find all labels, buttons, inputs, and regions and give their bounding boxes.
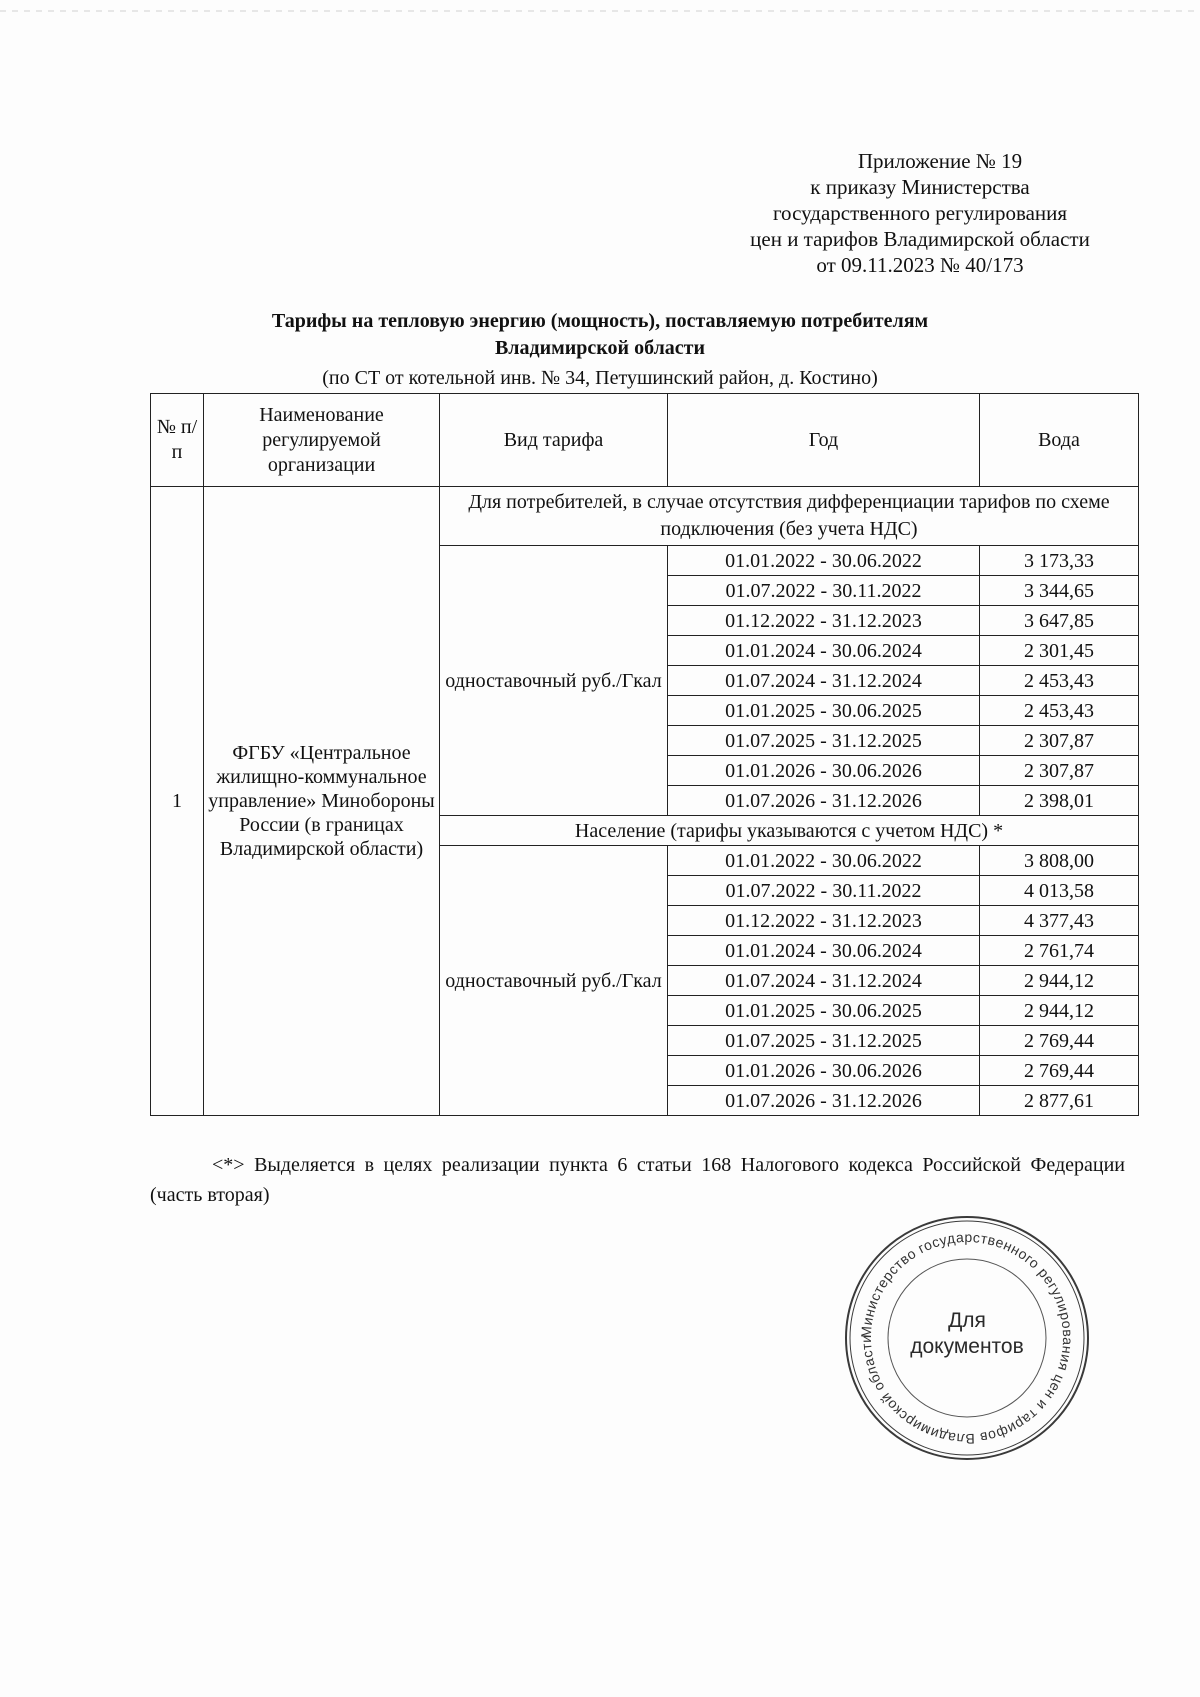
footnote: <*> Выделяется в целях реализации пункта 6 статьи 168 Налогового кодекса Российской Федерации (часть вторая) (150, 1154, 1125, 1206)
value-cell: 3 808,00 (980, 846, 1139, 876)
value-cell: 2 769,44 (980, 1026, 1139, 1056)
value-cell: 2 301,45 (980, 636, 1139, 666)
period-cell: 01.01.2026 - 30.06.2026 (668, 1056, 980, 1086)
value-cell: 4 377,43 (980, 906, 1139, 936)
appendix-ministry-region: цен и тарифов Владимирской области (750, 227, 1090, 251)
section-2-title: Население (тарифы указываются с учетом НДС) * (440, 816, 1139, 846)
period-cell: 01.01.2026 - 30.06.2026 (668, 756, 980, 786)
header-year: Год (668, 394, 980, 487)
stamp-center-text (842, 1308, 1092, 1360)
header-num: № п/п (151, 394, 204, 487)
period-cell: 01.01.2025 - 30.06.2025 (668, 696, 980, 726)
appendix-block (680, 148, 1160, 278)
period-cell: 01.07.2022 - 30.11.2022 (668, 876, 980, 906)
header-water: Вода (980, 394, 1139, 487)
header-organization: Наименование регулируемой организации (204, 394, 440, 487)
period-cell: 01.12.2022 - 31.12.2023 (668, 906, 980, 936)
period-cell: 01.07.2024 - 31.12.2024 (668, 966, 980, 996)
value-cell: 2 453,43 (980, 696, 1139, 726)
appendix-order-ref: к приказу Министерства (810, 175, 1030, 199)
value-cell: 2 398,01 (980, 786, 1139, 816)
stamp-ring-text: Министерство государственного регулирования цен и тарифов Владимирской области (857, 1228, 1077, 1448)
value-cell: 2 307,87 (980, 756, 1139, 786)
appendix-number: Приложение № 19 (857, 149, 1023, 173)
value-cell: 3 344,65 (980, 576, 1139, 606)
header-tariff-type: Вид тарифа (440, 394, 668, 487)
value-cell: 2 761,74 (980, 936, 1139, 966)
value-cell: 3 647,85 (980, 606, 1139, 636)
period-cell: 01.07.2026 - 31.12.2026 (668, 1086, 980, 1116)
value-cell: 2 769,44 (980, 1056, 1139, 1086)
ministry-stamp (842, 1213, 1092, 1463)
document-title (150, 308, 1050, 362)
period-cell: 01.07.2026 - 31.12.2026 (668, 786, 980, 816)
period-cell: 01.01.2024 - 30.06.2024 (668, 636, 980, 666)
organization-cell: ФГБУ «Центральное жилищно-коммунальное управление» Минобороны России (в границах Владимирской области) (204, 487, 440, 1116)
section-2-tariff-type: одноставочный руб./Гкал (440, 846, 668, 1116)
section-title-row (151, 487, 1139, 546)
stamp-center-line-1: Для (948, 1309, 986, 1332)
period-cell: 01.01.2022 - 30.06.2022 (668, 846, 980, 876)
scan-noise-line (0, 10, 1200, 12)
period-cell: 01.01.2025 - 30.06.2025 (668, 996, 980, 1026)
value-cell: 2 307,87 (980, 726, 1139, 756)
appendix-date: от 09.11.2023 № 40/173 (816, 253, 1024, 277)
value-cell: 2 944,12 (980, 996, 1139, 1026)
appendix-ministry: государственного регулирования (772, 201, 1068, 225)
tariff-table (150, 393, 1139, 1116)
period-cell: 01.07.2025 - 31.12.2025 (668, 1026, 980, 1056)
title-line-2: Владимирской области (494, 337, 706, 359)
table-header-row (151, 394, 1139, 487)
value-cell: 2 453,43 (980, 666, 1139, 696)
document-subtitle: (по СТ от котельной инв. № 34, Петушинский район, д. Костино) (322, 367, 878, 389)
period-cell: 01.07.2025 - 31.12.2025 (668, 726, 980, 756)
period-cell: 01.07.2022 - 30.11.2022 (668, 576, 980, 606)
stamp-center-line-2: документов (910, 1335, 1024, 1358)
value-cell: 2 877,61 (980, 1086, 1139, 1116)
period-cell: 01.12.2022 - 31.12.2023 (668, 606, 980, 636)
period-cell: 01.01.2024 - 30.06.2024 (668, 936, 980, 966)
value-cell: 3 173,33 (980, 546, 1139, 576)
period-cell: 01.07.2024 - 31.12.2024 (668, 666, 980, 696)
value-cell: 2 944,12 (980, 966, 1139, 996)
row-number-cell: 1 (151, 487, 204, 1116)
period-cell: 01.01.2022 - 30.06.2022 (668, 546, 980, 576)
section-1-title: Для потребителей, в случае отсутствия дифференциации тарифов по схеме подключения (без учета НДС) (440, 487, 1139, 546)
value-cell: 4 013,58 (980, 876, 1139, 906)
section-1-tariff-type: одноставочный руб./Гкал (440, 546, 668, 816)
title-line-1: Тарифы на тепловую энергию (мощность), поставляемую потребителям (271, 310, 929, 332)
